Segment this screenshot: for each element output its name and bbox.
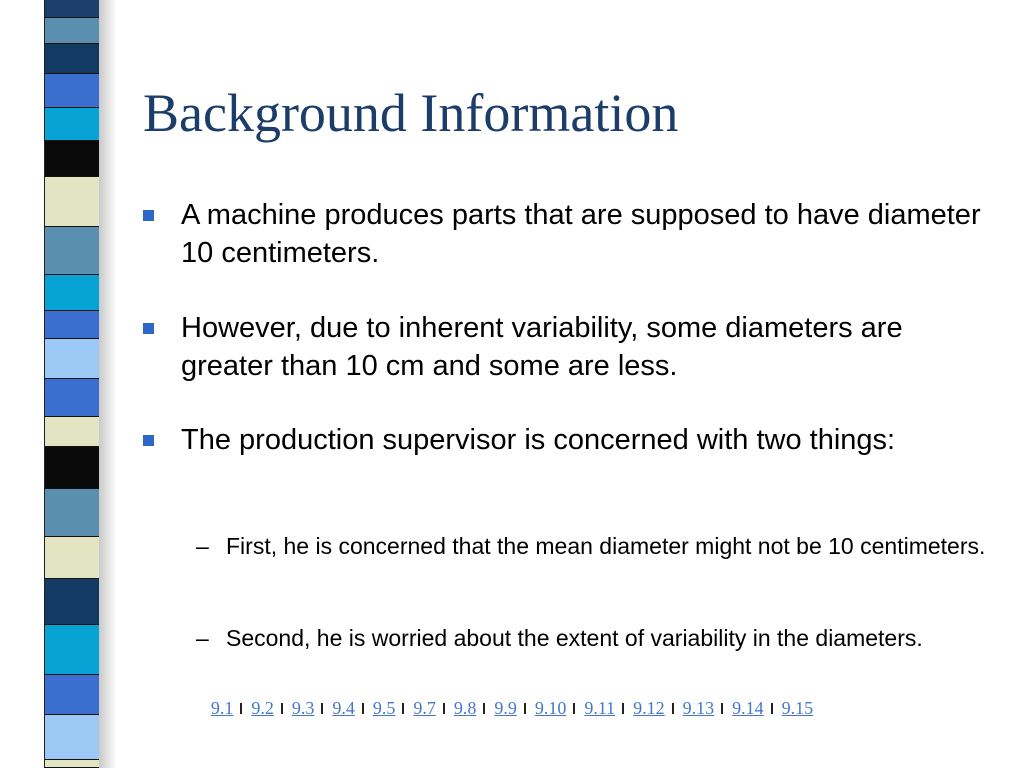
nav-link-9-7[interactable]: 9.7 [413,698,436,718]
nav-link-9-2[interactable]: 9.2 [251,698,274,718]
strip-block [45,417,99,447]
strip-block [45,227,99,275]
strip-block [45,311,99,339]
strip-block [45,447,99,489]
strip-block [45,108,99,141]
nav-link-9-11[interactable]: 9.11 [584,698,616,718]
bullet-item [143,309,993,385]
square-bullet-icon [143,210,154,221]
nav-separator [321,703,323,714]
strip-block [45,379,99,417]
nav-separator [622,703,624,714]
strip-block [45,18,99,44]
nav-link-9-1[interactable]: 9.1 [210,698,234,718]
strip-block [45,625,99,675]
bullet-text: A machine produces parts that are supposed to have diameter 10 centimeters. [181,199,981,269]
nav-separator [573,703,575,714]
square-bullet-icon [143,323,154,334]
nav-link-9-14[interactable]: 9.14 [732,698,764,718]
nav-link-9-15[interactable]: 9.15 [781,698,814,718]
nav-separator [240,703,242,714]
bullet-item [143,421,993,459]
nav-separator [362,703,364,714]
strip-shadow [99,0,117,768]
slide-title: Background Information [143,83,679,143]
strip-block [45,489,99,537]
bullet-item [143,196,993,272]
strip-block [45,339,99,379]
sub-bullet-text: Second, he is worried about the extent of variability in the diameters. [226,625,923,651]
strip-block [45,0,99,18]
nav-link-9-13[interactable]: 9.13 [682,698,715,718]
nav-link-9-3[interactable]: 9.3 [291,698,315,718]
nav-separator [402,703,404,714]
slide-navigation [0,698,1024,719]
sub-bullet-item [196,530,986,562]
nav-separator [281,703,283,714]
decorative-color-strip [44,0,100,768]
nav-link-9-12[interactable]: 9.12 [633,698,665,718]
nav-separator [483,703,485,714]
strip-block [45,760,99,768]
strip-block [45,715,99,760]
nav-separator [443,703,445,714]
nav-separator [524,703,526,714]
nav-link-9-9[interactable]: 9.9 [494,698,517,718]
strip-block [45,177,99,227]
nav-separator [771,703,773,714]
strip-block [45,74,99,108]
strip-block [45,141,99,177]
strip-block [45,579,99,625]
nav-link-9-10[interactable]: 9.10 [534,698,567,718]
nav-link-9-5[interactable]: 9.5 [372,698,396,718]
strip-block [45,537,99,579]
sub-bullet-item [196,622,986,654]
strip-block [45,275,99,311]
dash-marker: – [196,533,209,559]
nav-link-9-4[interactable]: 9.4 [332,698,355,718]
sub-bullet-text: First, he is concerned that the mean diameter might not be 10 centimeters. [226,533,986,559]
dash-marker: – [196,625,209,651]
nav-separator [672,703,674,714]
square-bullet-icon [143,435,154,446]
nav-link-9-8[interactable]: 9.8 [453,698,477,718]
bullet-text: The production supervisor is concerned with two things: [181,424,896,456]
nav-separator [721,703,723,714]
bullet-text: However, due to inherent variability, some diameters are greater than 10 cm and some are less. [181,312,903,382]
strip-block [45,44,99,74]
